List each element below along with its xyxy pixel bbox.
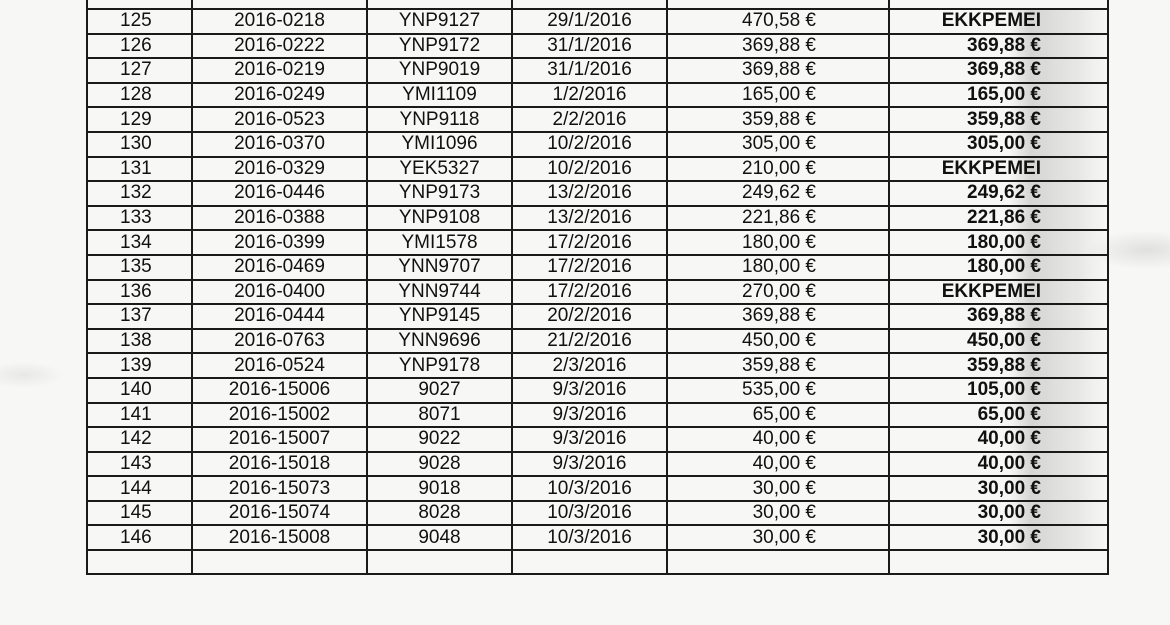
table-row-top-edge <box>87 0 1108 9</box>
amount-cell: 535,00 € <box>667 378 889 403</box>
row-number-cell: 138 <box>87 329 192 354</box>
date-cell: 13/2/2016 <box>512 206 667 231</box>
record-code-cell: 2016-0370 <box>192 132 367 157</box>
table-row <box>87 206 1108 231</box>
record-code-cell: 2016-0400 <box>192 280 367 305</box>
amount-cell: 165,00 € <box>667 83 889 108</box>
date-cell: 29/1/2016 <box>512 9 667 34</box>
table-row <box>87 280 1108 305</box>
paid-status-cell: 30,00 € <box>889 501 1108 526</box>
record-code-cell: 2016-0399 <box>192 230 367 255</box>
record-code-cell: 2016-15002 <box>192 403 367 428</box>
reference-cell: YNP9145 <box>367 304 512 329</box>
reference-cell: 9018 <box>367 476 512 501</box>
table-row <box>87 157 1108 182</box>
date-cell: 9/3/2016 <box>512 427 667 452</box>
record-code-cell: 2016-0219 <box>192 58 367 83</box>
amount-cell: 30,00 € <box>667 501 889 526</box>
table-row <box>87 304 1108 329</box>
paid-status-cell: 249,62 € <box>889 181 1108 206</box>
record-code-cell: 2016-15006 <box>192 378 367 403</box>
amount-cell: 470,58 € <box>667 9 889 34</box>
table-row <box>87 255 1108 280</box>
row-number-cell: 144 <box>87 476 192 501</box>
date-cell: 21/2/2016 <box>512 329 667 354</box>
row-number-cell: 135 <box>87 255 192 280</box>
date-cell: 31/1/2016 <box>512 58 667 83</box>
paid-status-cell: EKKPEMEI <box>889 280 1108 305</box>
record-code-cell: 2016-0524 <box>192 353 367 378</box>
row-number-cell: 130 <box>87 132 192 157</box>
table-row <box>87 107 1108 132</box>
row-number-cell: 132 <box>87 181 192 206</box>
record-code-cell: 2016-0249 <box>192 83 367 108</box>
amount-cell: 40,00 € <box>667 427 889 452</box>
row-number-cell: 131 <box>87 157 192 182</box>
paid-status-cell: 30,00 € <box>889 476 1108 501</box>
payments-table-container <box>86 0 1107 575</box>
reference-cell: YNP9178 <box>367 353 512 378</box>
reference-cell: YNP9173 <box>367 181 512 206</box>
reference-cell: YNN9744 <box>367 280 512 305</box>
paid-status-cell: EKKPEMEI <box>889 9 1108 34</box>
record-code-cell: 2016-0329 <box>192 157 367 182</box>
paid-status-cell: 369,88 € <box>889 34 1108 59</box>
date-cell: 20/2/2016 <box>512 304 667 329</box>
reference-cell: 9022 <box>367 427 512 452</box>
row-number-cell: 133 <box>87 206 192 231</box>
date-cell: 9/3/2016 <box>512 452 667 477</box>
reference-cell: YNN9707 <box>367 255 512 280</box>
amount-cell: 369,88 € <box>667 34 889 59</box>
amount-cell: 249,62 € <box>667 181 889 206</box>
table-row <box>87 525 1108 550</box>
record-code-cell: 2016-0763 <box>192 329 367 354</box>
table-row <box>87 230 1108 255</box>
amount-cell: 359,88 € <box>667 353 889 378</box>
reference-cell: YNP9019 <box>367 58 512 83</box>
row-number-cell: 137 <box>87 304 192 329</box>
reference-cell: 9048 <box>367 525 512 550</box>
table-row <box>87 181 1108 206</box>
record-code-cell: 2016-0523 <box>192 107 367 132</box>
date-cell: 10/3/2016 <box>512 476 667 501</box>
reference-cell: YNP9172 <box>367 34 512 59</box>
reference-cell: YNP9127 <box>367 9 512 34</box>
date-cell: 2/2/2016 <box>512 107 667 132</box>
row-number-cell: 143 <box>87 452 192 477</box>
record-code-cell: 2016-0469 <box>192 255 367 280</box>
date-cell: 17/2/2016 <box>512 230 667 255</box>
table-row <box>87 403 1108 428</box>
amount-cell: 270,00 € <box>667 280 889 305</box>
date-cell: 2/3/2016 <box>512 353 667 378</box>
table-row-cut-off <box>87 550 1108 574</box>
date-cell: 13/2/2016 <box>512 181 667 206</box>
amount-cell: 40,00 € <box>667 452 889 477</box>
record-code-cell: 2016-15007 <box>192 427 367 452</box>
paid-status-cell: 180,00 € <box>889 230 1108 255</box>
paid-status-cell: EKKPEMEI <box>889 157 1108 182</box>
row-number-cell: 129 <box>87 107 192 132</box>
record-code-cell: 2016-15073 <box>192 476 367 501</box>
amount-cell: 180,00 € <box>667 255 889 280</box>
amount-cell: 450,00 € <box>667 329 889 354</box>
reference-cell: YEK5327 <box>367 157 512 182</box>
reference-cell: YNP9118 <box>367 107 512 132</box>
reference-cell: YNP9108 <box>367 206 512 231</box>
date-cell: 17/2/2016 <box>512 280 667 305</box>
amount-cell: 65,00 € <box>667 403 889 428</box>
row-number-cell: 142 <box>87 427 192 452</box>
reference-cell: 8028 <box>367 501 512 526</box>
amount-cell: 221,86 € <box>667 206 889 231</box>
date-cell: 17/2/2016 <box>512 255 667 280</box>
paid-status-cell: 450,00 € <box>889 329 1108 354</box>
amount-cell: 30,00 € <box>667 476 889 501</box>
amount-cell: 210,00 € <box>667 157 889 182</box>
row-number-cell: 141 <box>87 403 192 428</box>
reference-cell: YMI1096 <box>367 132 512 157</box>
table-row <box>87 501 1108 526</box>
paid-status-cell: 165,00 € <box>889 83 1108 108</box>
table-row <box>87 378 1108 403</box>
paid-status-cell: 40,00 € <box>889 427 1108 452</box>
record-code-cell: 2016-15018 <box>192 452 367 477</box>
date-cell: 9/3/2016 <box>512 378 667 403</box>
paid-status-cell: 359,88 € <box>889 353 1108 378</box>
table-row <box>87 83 1108 108</box>
table-row <box>87 34 1108 59</box>
paid-status-cell: 221,86 € <box>889 206 1108 231</box>
payments-table <box>86 0 1109 575</box>
row-number-cell: 139 <box>87 353 192 378</box>
paid-status-cell: 359,88 € <box>889 107 1108 132</box>
date-cell: 10/2/2016 <box>512 157 667 182</box>
table-row <box>87 427 1108 452</box>
row-number-cell: 140 <box>87 378 192 403</box>
reference-cell: 8071 <box>367 403 512 428</box>
table-row <box>87 452 1108 477</box>
reference-cell: YMI1578 <box>367 230 512 255</box>
date-cell: 9/3/2016 <box>512 403 667 428</box>
record-code-cell: 2016-0218 <box>192 9 367 34</box>
table-row <box>87 329 1108 354</box>
row-number-cell: 146 <box>87 525 192 550</box>
record-code-cell: 2016-15008 <box>192 525 367 550</box>
amount-cell: 369,88 € <box>667 304 889 329</box>
date-cell: 10/3/2016 <box>512 525 667 550</box>
table-row <box>87 58 1108 83</box>
table-row <box>87 9 1108 34</box>
record-code-cell: 2016-0446 <box>192 181 367 206</box>
amount-cell: 369,88 € <box>667 58 889 83</box>
date-cell: 1/2/2016 <box>512 83 667 108</box>
row-number-cell: 127 <box>87 58 192 83</box>
record-code-cell: 2016-15074 <box>192 501 367 526</box>
paid-status-cell: 30,00 € <box>889 525 1108 550</box>
row-number-cell: 126 <box>87 34 192 59</box>
record-code-cell: 2016-0222 <box>192 34 367 59</box>
paid-status-cell: 65,00 € <box>889 403 1108 428</box>
table-row <box>87 476 1108 501</box>
paid-status-cell: 369,88 € <box>889 304 1108 329</box>
amount-cell: 180,00 € <box>667 230 889 255</box>
table-row <box>87 353 1108 378</box>
payments-table-body <box>87 0 1108 574</box>
reference-cell: 9027 <box>367 378 512 403</box>
paid-status-cell: 105,00 € <box>889 378 1108 403</box>
paid-status-cell: 305,00 € <box>889 132 1108 157</box>
row-number-cell: 134 <box>87 230 192 255</box>
table-row <box>87 132 1108 157</box>
row-number-cell: 125 <box>87 9 192 34</box>
record-code-cell: 2016-0444 <box>192 304 367 329</box>
paid-status-cell: 369,88 € <box>889 58 1108 83</box>
date-cell: 10/2/2016 <box>512 132 667 157</box>
reference-cell: 9028 <box>367 452 512 477</box>
date-cell: 10/3/2016 <box>512 501 667 526</box>
reference-cell: YMI1109 <box>367 83 512 108</box>
record-code-cell: 2016-0388 <box>192 206 367 231</box>
date-cell: 31/1/2016 <box>512 34 667 59</box>
paid-status-cell: 40,00 € <box>889 452 1108 477</box>
amount-cell: 359,88 € <box>667 107 889 132</box>
row-number-cell: 145 <box>87 501 192 526</box>
paid-status-cell: 180,00 € <box>889 255 1108 280</box>
reference-cell: YNN9696 <box>367 329 512 354</box>
row-number-cell: 136 <box>87 280 192 305</box>
amount-cell: 305,00 € <box>667 132 889 157</box>
amount-cell: 30,00 € <box>667 525 889 550</box>
row-number-cell: 128 <box>87 83 192 108</box>
